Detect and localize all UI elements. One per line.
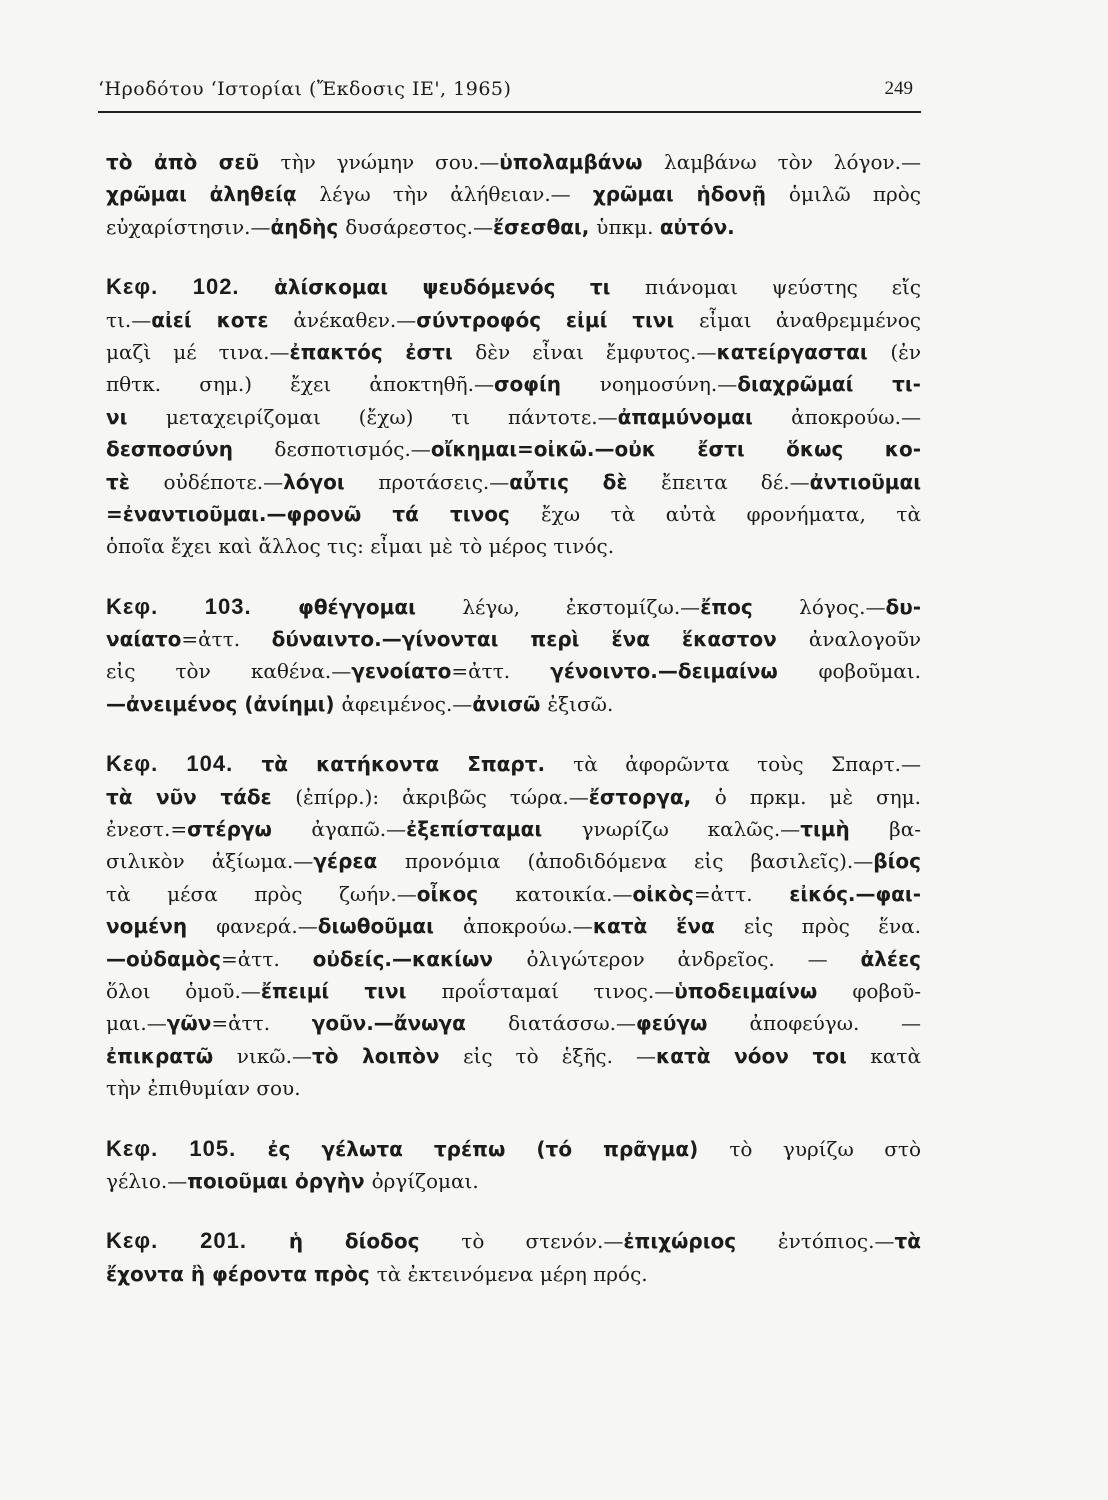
definition: ἔπειτα δέ.—: [661, 469, 810, 494]
definition: ἀναλογοῦν: [808, 627, 922, 652]
headword: φεύγω: [636, 1011, 750, 1036]
definition: ὑπκμ.: [596, 214, 660, 239]
headword: οἴκημαι=οἰκῶ.—οὐκ ἔστι ὅκως κο-: [430, 437, 921, 462]
definition: βα-: [889, 817, 921, 842]
headword: εἰκός.—φαι-: [789, 881, 921, 906]
headword: τιμὴ: [800, 817, 890, 842]
headword: τὰ κατήκοντα Σπαρτ.: [261, 752, 574, 777]
headword: ἐπικρατῶ: [106, 1043, 237, 1068]
definition: διατάσσω.—: [508, 1011, 637, 1036]
headword: ἐς γέλωτα τρέπω (τό πρᾶγμα): [267, 1136, 730, 1161]
definition: λέγω, ἐκστομίζω.—: [462, 594, 701, 619]
paragraph: [106, 146, 921, 243]
text-line: [106, 466, 921, 498]
headword: —ἀνειμένος (ἀνίημι): [106, 691, 342, 716]
headword: οἶκος: [416, 881, 516, 906]
definition: φοβοῦμαι.: [818, 659, 921, 684]
text-line: [106, 271, 921, 303]
definition: οὐδέποτε.—: [163, 469, 284, 494]
headword: στέργω: [187, 817, 312, 842]
headword: οὐδείς.—κακίων: [312, 946, 527, 971]
definition: προτάσεις.—: [378, 469, 510, 494]
headword: νι: [106, 404, 166, 429]
paragraph-gap: [106, 1197, 921, 1225]
headword: ἔπειμί τινι: [260, 978, 442, 1003]
definition: =ἀττ.: [221, 946, 313, 971]
definition: =ἀττ.: [211, 1011, 312, 1036]
headword: τὸ λοιπὸν: [311, 1043, 464, 1068]
paragraph-gap: [106, 720, 921, 748]
headword: ἐπιχώριος: [623, 1229, 778, 1254]
headword: αὖτις δὲ: [509, 469, 662, 494]
definition: τὸ γυρίζω στὸ: [729, 1136, 922, 1161]
definition: τὰ μέσα πρὸς ζωήν.—: [106, 881, 417, 906]
definition: ἀποκρούω.—: [791, 404, 921, 429]
definition: δεσποτισμός.—: [274, 437, 431, 462]
chapter-label: Κεφ. 102.: [106, 274, 275, 300]
headword: κατὰ ἕνα: [592, 914, 744, 939]
definition: ἀνέκαθεν.—: [293, 307, 417, 332]
definition: τὴν ἐπιθυμίαν σου.: [106, 1076, 301, 1101]
definition: ἀγαπῶ.—: [311, 817, 407, 842]
headword: =ἐναντιοῦμαι.—φρονῶ τά τινος: [106, 501, 541, 526]
headword: φθέγγομαι: [298, 594, 463, 619]
definition: λόγος.—: [799, 594, 886, 619]
paragraph: [106, 1225, 921, 1290]
headword: βίος: [873, 849, 921, 874]
headword: ἁλίσκομαι ψευδόμενός τι: [274, 275, 645, 300]
headword: νομένη: [106, 914, 217, 939]
text-line: [106, 1165, 921, 1197]
definition: φανερά.—: [216, 914, 318, 939]
definition: τὸ στενόν.—: [461, 1229, 624, 1254]
headword: ἔσεσθαι,: [493, 214, 597, 239]
paragraph: [106, 748, 921, 1104]
glossary-text: [106, 146, 921, 1290]
text-line: [106, 211, 921, 243]
headword: —οὐδαμὸς: [106, 946, 222, 971]
headword: αὐτόν.: [659, 214, 735, 239]
definition: τὰ ἐκτεινόμενα μέρη πρός.: [376, 1261, 648, 1286]
headword: διαχρῶμαί τι-: [737, 372, 921, 397]
headword: τὰ: [894, 1229, 921, 1254]
definition: ἐνεστ.=: [106, 817, 188, 842]
headword: οἰκὸς: [632, 881, 694, 906]
definition: γέλιο.—: [106, 1168, 188, 1193]
headword: τὰ νῦν τάδε: [106, 784, 296, 809]
text-line: [106, 433, 921, 465]
paragraph: [106, 1133, 921, 1198]
definition: σιλικὸν ἀξίωμα.—: [106, 849, 314, 874]
definition: ὅλοι ὁμοῦ.—: [106, 978, 261, 1003]
definition: μεταχειρίζομαι (ἔχω) τι πάντοτε.—: [165, 404, 618, 429]
definition: =ἀττ.: [693, 881, 790, 906]
headword: ἔστοργα,: [588, 784, 715, 809]
definition: τὴν γνώμην σου.—: [280, 150, 500, 174]
chapter-label: Κεφ. 201.: [106, 1228, 289, 1254]
text-line: [106, 878, 921, 910]
headword: κατείργασται: [716, 339, 891, 364]
headword: αἰεί κοτε: [151, 307, 294, 332]
definition: δυσάρεστος.—: [345, 214, 494, 239]
text-line: [106, 368, 921, 400]
headword: γένοιντο.—δειμαίνω: [550, 659, 819, 684]
paragraph: [106, 591, 921, 721]
headword: ἀπαμύνομαι: [617, 404, 792, 429]
headword: ἀλέες: [860, 946, 921, 971]
text-line: [106, 688, 921, 720]
definition: νικῶ.—: [236, 1043, 312, 1068]
text-line: [106, 781, 921, 813]
headword: ἀηδὴς: [270, 214, 346, 239]
headword: γέρεα: [313, 849, 405, 874]
definition: ἀφειμένος.—: [341, 691, 473, 716]
paragraph-gap: [106, 243, 921, 271]
text-line: [106, 1072, 921, 1104]
headword: ἔπος: [700, 594, 800, 619]
paragraph-gap: [106, 1105, 921, 1133]
definition: ἐξισῶ.: [547, 691, 614, 716]
text-line: [106, 943, 921, 975]
text-line: [106, 813, 921, 845]
definition: λέγω τὴν ἀλήθειαν.—: [319, 182, 593, 207]
text-line: [106, 336, 921, 368]
definition: πθτκ. σημ.) ἔχει ἀποκτηθῆ.—: [106, 372, 494, 397]
text-line: [106, 146, 921, 178]
headword: ποιοῦμαι ὀργὴν: [187, 1168, 372, 1193]
headword: γενοίατο: [351, 659, 452, 684]
definition: =ἀττ.: [451, 659, 551, 684]
definition: κατοικία.—: [515, 881, 633, 906]
headword: δυ-: [885, 594, 921, 619]
page-number: 249: [884, 78, 913, 99]
text-line: [106, 1258, 921, 1290]
headword: ἀνισῶ: [472, 691, 548, 716]
definition: ἐντόπιος.—: [777, 1229, 895, 1254]
headword: σύντροφός εἰμί τινι: [416, 307, 700, 332]
headword: γοῦν.—ἄνωγα: [311, 1011, 509, 1036]
text-line: [106, 655, 921, 687]
text-line: [106, 530, 921, 562]
definition: ἀποφεύγω. —: [749, 1011, 921, 1036]
definition: =ἀττ.: [181, 627, 272, 652]
headword: ἔχοντα ἢ φέροντα πρὸς: [106, 1261, 377, 1286]
definition: κατὰ: [870, 1043, 921, 1068]
headword: χρῶμαι ἀληθείᾳ: [106, 182, 320, 207]
definition: μαι.—: [106, 1011, 167, 1036]
definition: (ἐν: [890, 339, 922, 364]
chapter-label: Κεφ. 103.: [106, 593, 299, 619]
definition: γνωρίζω καλῶς.—: [581, 817, 801, 842]
headword: δεσποσύνη: [106, 437, 275, 462]
chapter-label: Κεφ. 104.: [106, 751, 262, 777]
headword: ἡ δίοδος: [288, 1229, 462, 1254]
text-line: [106, 401, 921, 433]
running-header: [98, 78, 921, 118]
definition: τι.—: [106, 307, 152, 332]
definition: πιάνομαι ψεύστης εἴς: [644, 275, 921, 300]
definition: εἰς τὸν καθένα.—: [106, 659, 352, 684]
text-line: [106, 975, 921, 1007]
paragraph: [106, 271, 921, 563]
definition: ὁ πρκμ. μὲ σημ.: [714, 784, 922, 809]
definition: ὁμιλῶ πρὸς: [788, 182, 921, 207]
text-line: [106, 845, 921, 877]
definition: προΐσταμαί τινος.—: [441, 978, 675, 1003]
definition: ἔχω τὰ αὐτὰ φρονήματα, τὰ: [540, 501, 922, 526]
definition: εἰς πρὸς ἕνα.: [743, 914, 922, 939]
headword: κατὰ νόον τοι: [656, 1043, 871, 1068]
headword: σοφίη: [493, 372, 600, 397]
text-line: [106, 1133, 921, 1165]
headword: ὑπολαμβάνω: [499, 150, 665, 174]
definition: ὀργίζομαι.: [371, 1168, 479, 1193]
text-line: [106, 1225, 921, 1257]
definition: λαμβάνω τὸν λόγον.—: [664, 150, 921, 174]
definition: μαζὶ μέ τινα.—: [106, 339, 290, 364]
chapter-label: Κεφ. 105.: [106, 1135, 268, 1161]
text-line: [106, 910, 921, 942]
definition: εὐχαρίστησιν.—: [106, 214, 271, 239]
headword: γῶν: [166, 1011, 212, 1036]
paragraph-gap: [106, 563, 921, 591]
header-rule: [98, 111, 921, 113]
definition: (ἐπίρρ.): ἀκριβῶς τώρα.—: [295, 784, 589, 809]
headword: ἐπακτός ἐστι: [289, 339, 476, 364]
headword: τὸ ἀπὸ σεῦ: [106, 150, 281, 174]
headword: ναίατο: [106, 627, 182, 652]
headword: τὲ: [106, 469, 164, 494]
definition: ὀλιγώτερον ἀνδρεῖος. —: [526, 946, 861, 971]
headword: ὑποδειμαίνω: [674, 978, 853, 1003]
definition: ὁποῖα ἔχει καὶ ἄλλος τις: εἶμαι μὲ τὸ μέρος τινός.: [106, 534, 615, 559]
definition: φοβοῦ-: [852, 978, 921, 1003]
headword: ἐξεπίσταμαι: [406, 817, 582, 842]
text-line: [106, 1007, 921, 1039]
headword: χρῶμαι ἡδονῇ: [592, 182, 789, 207]
text-line: [106, 1040, 921, 1072]
text-line: [106, 748, 921, 780]
definition: εἶμαι ἀναθρεμμένος: [699, 307, 922, 332]
text-line: [106, 591, 921, 623]
definition: δὲν εἶναι ἔμφυτος.—: [475, 339, 717, 364]
headword: δύναιντο.—γίνονται περὶ ἕνα ἕκαστον: [271, 627, 809, 652]
definition: εἰς τὸ ἑξῆς. —: [463, 1043, 657, 1068]
text-line: [106, 304, 921, 336]
text-line: [106, 498, 921, 530]
definition: τὰ ἀφορῶντα τοὺς Σπαρτ.—: [573, 752, 921, 777]
definition: νοημοσύνη.—: [599, 372, 738, 397]
headword: λόγοι: [283, 469, 379, 494]
text-line: [106, 623, 921, 655]
definition: προνόμια (ἀποδιδόμενα εἰς βασιλεῖς).—: [404, 849, 874, 874]
headword: διωθοῦμαι: [317, 914, 463, 939]
headword: ἀντιοῦμαι: [809, 469, 921, 494]
header-title: ‘Ηροδότου ‘Ιστορίαι (Ἔκδοσις ΙΕ', 1965): [98, 78, 512, 100]
text-line: [106, 178, 921, 210]
definition: ἀποκρούω.—: [462, 914, 593, 939]
